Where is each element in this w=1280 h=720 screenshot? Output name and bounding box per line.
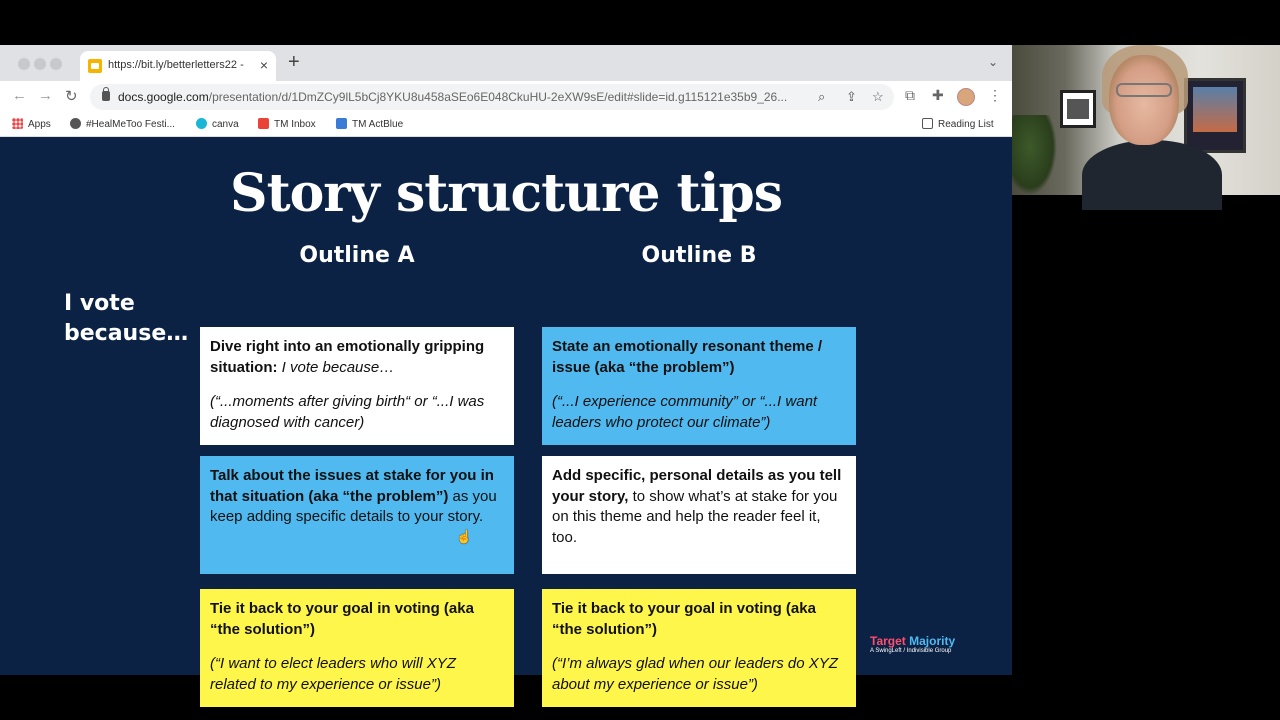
outline-a-step-1: [200, 327, 514, 445]
a2-text: as you keep adding specific details to your story.: [210, 487, 497, 525]
extension-icon[interactable]: ⧉: [905, 87, 915, 103]
bookmark-label: Apps: [28, 119, 51, 130]
reading-list-icon: [922, 118, 933, 129]
browser-menu-icon[interactable]: ⋮: [988, 87, 1002, 103]
bookmark-healmetoo[interactable]: [70, 118, 175, 130]
url-host: docs.google.com: [118, 90, 209, 104]
bookmark-tm-inbox[interactable]: [258, 118, 316, 130]
reading-list-label: Reading List: [938, 119, 994, 130]
slide-title: Story structure tips: [230, 163, 782, 224]
bookmark-apps[interactable]: [12, 118, 51, 130]
reload-button[interactable]: ↻: [65, 88, 78, 105]
new-tab-button[interactable]: +: [288, 51, 300, 73]
close-window-button[interactable]: [18, 58, 30, 70]
i-vote-line-1: I vote: [64, 291, 135, 316]
logo-tagline: A SwingLeft / Indivisible Group: [870, 648, 952, 654]
presentation-slide: [28, 137, 984, 693]
slides-favicon-icon: [88, 59, 102, 73]
bookmark-tm-actblue[interactable]: [336, 118, 403, 130]
logo-target: Target: [870, 634, 906, 648]
browser-tab[interactable]: [80, 51, 276, 81]
b3-example: (“I’m always glad when our leaders do XYZ about my experience or issue”): [552, 655, 838, 693]
tab-close-icon[interactable]: ×: [259, 57, 268, 73]
bookmark-label: TM Inbox: [274, 119, 316, 130]
i-vote-label: [64, 289, 188, 349]
reading-list[interactable]: [922, 118, 994, 130]
i-vote-line-2: because…: [64, 321, 189, 346]
search-icon[interactable]: ⌕: [818, 89, 826, 104]
tab-search-icon[interactable]: ⌄: [987, 55, 998, 69]
bookmarks-bar: [0, 113, 1012, 137]
forward-button[interactable]: →: [38, 87, 53, 104]
presenter-body: [1082, 140, 1222, 210]
gmail-icon: [258, 118, 269, 129]
outline-b-heading: Outline B: [641, 243, 757, 268]
bookmark-star-icon[interactable]: ☆: [872, 89, 884, 104]
address-bar[interactable]: [90, 84, 894, 110]
a3-heading: Tie it back to your goal in voting (aka “the solution”): [210, 600, 474, 638]
outline-b-step-1: [542, 327, 856, 445]
presenter-face: [1109, 55, 1179, 145]
outline-b-step-2: [542, 456, 856, 574]
puzzle-icon[interactable]: ✚: [932, 87, 944, 103]
a3-example: (“I want to elect leaders who will XYZ related to my experience or issue”): [210, 655, 456, 693]
wall-frame: [1060, 90, 1096, 128]
outline-a-step-3: [200, 589, 514, 707]
plant-decoration: [1012, 115, 1057, 195]
link-icon: [70, 118, 81, 129]
bookmark-label: TM ActBlue: [352, 119, 404, 130]
a2-heading: Talk about the issues at stake for you in that situation (aka “the problem”): [210, 467, 494, 505]
back-button[interactable]: ←: [12, 87, 27, 104]
webcam-feed: [1012, 45, 1280, 195]
share-icon[interactable]: ⇪: [846, 89, 857, 104]
canva-icon: [196, 118, 207, 129]
url-path: /presentation/d/1DmZCy9lL5bCj8YKU8u458aSEo6E048CkuHU-2eXW9sE/edit#slide=id.g115121e35b9_26...: [208, 90, 788, 104]
b1-heading: State an emotionally resonant theme / issue (aka “the problem”): [552, 338, 823, 376]
apps-grid-icon: [12, 118, 23, 129]
bookmark-label: canva: [212, 119, 239, 130]
b2-heading: Add specific, personal details as you tell your story,: [552, 467, 842, 505]
a1-example: (“...moments after giving birth“ or “...I was diagnosed with cancer): [210, 393, 485, 431]
hand-cursor-icon: ☝: [456, 529, 473, 544]
bookmark-label: #HealMeToo Festi...: [86, 119, 175, 130]
b3-heading: Tie it back to your goal in voting (aka “the solution”): [552, 600, 816, 638]
logo-wordmark: [870, 634, 980, 648]
profile-avatar[interactable]: [957, 88, 975, 106]
target-majority-logo: [870, 634, 980, 654]
b1-example: (“...I experience community” or “...I want leaders who protect our climate”): [552, 393, 818, 431]
maximize-window-button[interactable]: [50, 58, 62, 70]
b2-text: to show what’s at stake for you on this theme and help the reader feel it, too.: [552, 487, 838, 546]
outline-a-step-2: [200, 456, 514, 574]
browser-toolbar: [0, 81, 1012, 113]
tab-title: https://bit.ly/betterletters22 -: [108, 59, 244, 71]
a1-italic: I vote because…: [277, 358, 395, 376]
lock-icon[interactable]: [102, 91, 110, 101]
url-text[interactable]: [118, 90, 818, 104]
logo-majority: Majority: [909, 634, 956, 648]
minimize-window-button[interactable]: [34, 58, 46, 70]
bookmark-canva[interactable]: [196, 118, 239, 130]
outline-a-heading: Outline A: [299, 243, 415, 268]
actblue-icon: [336, 118, 347, 129]
presenter-glasses: [1116, 83, 1172, 97]
outline-b-step-3: [542, 589, 856, 707]
browser-window: [0, 45, 1012, 693]
tab-strip: [0, 45, 1012, 81]
a1-heading: Dive right into an emotionally gripping situation:: [210, 338, 485, 376]
wall-painting: [1184, 78, 1246, 153]
